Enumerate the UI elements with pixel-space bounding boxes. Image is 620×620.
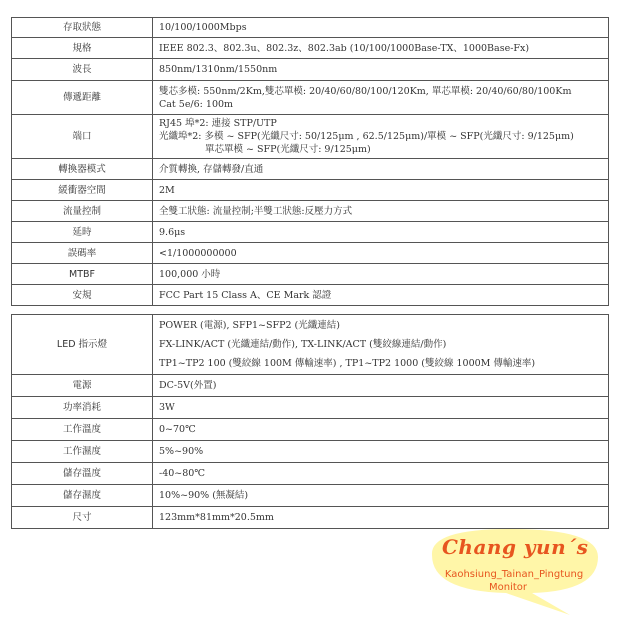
spec-row-power [12,375,609,397]
spec-value: 全雙工狀態: 流量控制;半雙工狀態:反壓力方式 [153,201,609,222]
spec-value: 2M [153,180,609,201]
spec-label: 安規 [12,285,153,306]
spec-value-line: FX-LINK/ACT (光纖連結/動作), TX-LINK/ACT (雙絞線連結/動作) [159,339,447,350]
spec-row-ports [12,115,609,159]
spec-row-mtbf [12,264,609,285]
spec-row-latency [12,222,609,243]
spec-value: 3W [153,397,609,419]
spec-value: <1/1000000000 [153,243,609,264]
spec-row-wavelength [12,59,609,81]
spec-label: 尺寸 [12,507,153,529]
spec-row-storage-humidity [12,485,609,507]
logo-subtitle-region: Kaohsiung_Tainan_Pingtung [444,569,584,580]
spec-row-power-consumption [12,397,609,419]
spec-value: 10%~90% (無凝結) [153,485,609,507]
spec-label: 存取狀態 [12,18,153,38]
spec-row-led [12,315,609,375]
spec-value-line: 單芯單模 ~ SFP(光纖尺寸: 9/125μm) [205,144,371,155]
spec-value: 5%~90% [153,441,609,463]
spec-value: 850nm/1310nm/1550nm [153,59,609,81]
spec-value [153,81,609,115]
spec-label: 延時 [12,222,153,243]
spec-value [153,315,609,375]
spec-label: 傳遞距離 [12,81,153,115]
changyun-logo [420,525,620,620]
logo-title: Chang yun´s [442,535,589,559]
spec-value: IEEE 802.3、802.3u、802.3z、802.3ab (10/100/1000Base-TX、1000Base-Fx) [153,38,609,59]
spec-label: 工作濕度 [12,441,153,463]
spec-value-line: RJ45 埠*2: 連接 STP/UTP [159,118,277,129]
spec-table-physical [11,314,609,529]
spec-label: 儲存濕度 [12,485,153,507]
spec-table-network [11,17,609,306]
spec-label: 工作溫度 [12,419,153,441]
spec-value: FCC Part 15 Class A、CE Mark 認證 [153,285,609,306]
spec-value: 123mm*81mm*20.5mm [153,507,609,529]
spec-row-certification [12,285,609,306]
spec-row-operating-temp [12,419,609,441]
spec-value: 10/100/1000Mbps [153,18,609,38]
spec-label: 電源 [12,375,153,397]
spec-value-line: POWER (電源), SFP1~SFP2 (光纖連結) [159,320,340,331]
spec-label: 規格 [12,38,153,59]
spec-row-flow-control [12,201,609,222]
spec-row-storage-temp [12,463,609,485]
spec-value: DC-5V(外置) [153,375,609,397]
spec-value-line: 光纖埠*2: 多模 ~ SFP(光纖尺寸: 50/125μm , 62.5/125μm)/單模 ~ SFP(光纖尺寸: 9/125μm) [159,131,574,142]
spec-row-distance [12,81,609,115]
spec-label: LED 指示燈 [12,315,153,375]
spec-row-access-status [12,18,609,38]
spec-row-standard [12,38,609,59]
spec-value: 9.6μs [153,222,609,243]
spec-label: 流量控制 [12,201,153,222]
spec-value-line: 雙芯多模: 550nm/2Km,雙芯單模: 20/40/60/80/100/120Km, 單芯單模: 20/40/60/80/100Km [159,85,572,97]
spec-label: 緩衝器空間 [12,180,153,201]
spec-value-line: Cat 5e/6: 100m [159,98,234,110]
spec-label: 波長 [12,59,153,81]
spec-value: -40~80℃ [153,463,609,485]
spec-value: 100,000 小時 [153,264,609,285]
spec-value [153,115,609,159]
logo-subtitle-monitor: Monitor [488,582,527,593]
spec-label: 誤碼率 [12,243,153,264]
spec-value: 介質轉換, 存儲轉發/直通 [153,159,609,180]
spec-row-bit-error-rate [12,243,609,264]
spec-label: 儲存溫度 [12,463,153,485]
spec-label: MTBF [12,264,153,285]
spec-label: 轉換器模式 [12,159,153,180]
spec-label: 端口 [12,115,153,159]
spec-row-operating-humidity [12,441,609,463]
spec-value: 0~70℃ [153,419,609,441]
spec-value-line: TP1~TP2 100 (雙絞線 100M 傳輸速率) , TP1~TP2 1000 (雙絞線 1000M 傳輸速率) [159,358,536,369]
spec-row-converter-mode [12,159,609,180]
spec-row-buffer [12,180,609,201]
spec-label: 功率消耗 [12,397,153,419]
